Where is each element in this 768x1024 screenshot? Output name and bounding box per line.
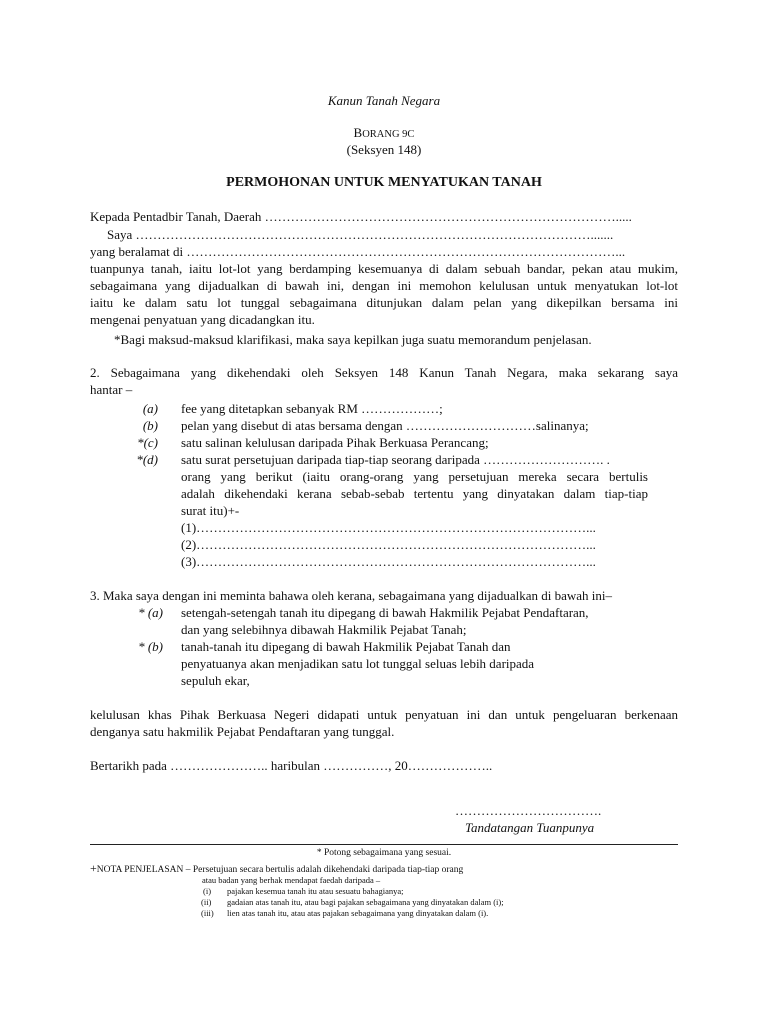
intro-line-applicant: Saya ……………………………………………………………………………………………....... (107, 227, 614, 242)
section3-b-text: sepuluh ekar, (181, 673, 250, 688)
consent-list-item: (1)………………………………………………………………………………... (181, 520, 596, 535)
form-number-initial: B (353, 125, 363, 140)
act-title: Kanun Tanah Negara (327, 93, 441, 108)
consent-cont: orang yang berikut (iaitu orang-orang yang persetujuan mereka secara bertulis (181, 469, 648, 484)
section3-a-text: setengah-setengah tanah itu dipegang di bawah Hakmilik Pejabat Pendaftaran, (181, 605, 589, 620)
closing-paragraph-line: kelulusan khas Pihak Berkuasa Negeri didapati untuk penyatuan ini dan untuk pengeluaran berkenaan (90, 707, 678, 722)
intro-paragraph-line: sebagaimana yang dijadualkan di bawah ini, dengan ini memohon kelulusan untuk menyatukan lot-lot (90, 278, 678, 293)
item-label: *(c) (137, 435, 158, 450)
consent-list-item: (3)………………………………………………………………………………... (181, 554, 596, 569)
clarification-note: *Bagi maksud-maksud klarifikasi, maka saya kepilkan juga suatu memorandum penjelasan. (114, 332, 592, 347)
consent-list-item: (2)………………………………………………………………………………... (181, 537, 596, 552)
section2-intro-cont: hantar – (90, 382, 133, 397)
item-text-fee: fee yang ditetapkan sebanyak RM ………………; (181, 401, 443, 416)
intro-paragraph-line: iaitu ke dalam satu lot tunggal sebagaimana ditunjukan dalam pelan yang dikepilkan bersama ini (90, 295, 678, 310)
note-item-num: (iii) (201, 908, 214, 918)
note-item-text: pajakan kesemua tanah itu atau sesuatu bahagianya; (227, 886, 404, 896)
section3-a-text: dan yang selebihnya dibawah Hakmilik Pejabat Tanah; (181, 622, 467, 637)
item-label: * (a) (138, 605, 163, 620)
intro-paragraph-line: tuanpunya tanah, iaitu lot-lot yang berdamping kesemuanya di dalam sebuah bandar, pekan atau mukim, (90, 261, 678, 276)
strike-note: * Potong sebagaimana yang sesuai. (316, 848, 452, 858)
section3-intro: 3. Maka saya dengan ini meminta bahawa oleh kerana, sebagaimana yang dijadualkan di bawah ini– (90, 588, 612, 603)
footer-divider (90, 844, 678, 845)
note-item-text: lien atas tanah itu, atau atas pajakan sebagaimana yang dinyatakan dalam (i). (227, 908, 489, 918)
item-label: (a) (142, 401, 158, 416)
note-item-num: (i) (203, 886, 212, 896)
intro-line-address: yang beralamat di ………………………………………………………………………………………... (90, 244, 626, 259)
section2-intro: 2. Sebagaimana yang dikehendaki oleh Seksyen 148 Kanun Tanah Negara, maka sekarang saya (90, 365, 678, 380)
closing-paragraph-line: denganya satu hakmilik Pejabat Pendaftaran yang tunggal. (90, 724, 395, 739)
explanatory-note-text: NOTA PENJELASAN – Persetujuan secara bertulis adalah dikehendaki daripada tiap-tiap orang (96, 865, 464, 875)
consent-cont: adalah dikehendaki kerana sebab-sebab tertentu yang dinyatakan dalam tiap-tiap (181, 486, 648, 501)
form-number-rest: ORANG 9C (362, 129, 415, 140)
signature-line: ……………………………. (455, 803, 602, 818)
note-item-text: gadaian atas tanah itu, atau bagi pajakan sebagaimana yang dinyatakan dalam (i); (227, 897, 504, 907)
consent-cont: surat itu)+- (181, 503, 240, 518)
note-item-num: (ii) (201, 897, 212, 907)
item-text-plan: pelan yang disebut di atas bersama dengan …………………………salinanya; (181, 418, 589, 433)
plus-marker: + (90, 861, 97, 875)
intro-line-administrator: Kepada Pentadbir Tanah, Daerah ………………………………………………………………………..... (90, 209, 632, 224)
section3-b-text: tanah-tanah itu dipegang di bawah Hakmilik Pejabat Tanah dan (181, 639, 511, 654)
section3-b-text: penyatuanya akan menjadikan satu lot tunggal seluas lebih daripada (181, 656, 535, 671)
section-reference: (Seksyen 148) (346, 142, 422, 157)
explanatory-note-cont: atau badan yang berhak mendapat faedah daripada – (202, 875, 381, 885)
item-label: *(d) (136, 452, 158, 467)
signature-label: Tandatangan Tuanpunya (465, 820, 595, 835)
item-text-consent: satu surat persetujuan daripada tiap-tiap seorang daripada ………………………. . (181, 452, 610, 467)
item-text-approval: satu salinan kelulusan daripada Pihak Berkuasa Perancang; (181, 435, 489, 450)
item-label: (b) (142, 418, 158, 433)
form-title: PERMOHONAN UNTUK MENYATUKAN TANAH (226, 175, 542, 190)
date-line: Bertarikh pada ………………….. haribulan ……………, 20……………….. (90, 758, 493, 773)
item-label: * (b) (138, 639, 163, 654)
intro-paragraph-line: mengenai penyatuan yang dicadangkan itu. (90, 312, 315, 327)
